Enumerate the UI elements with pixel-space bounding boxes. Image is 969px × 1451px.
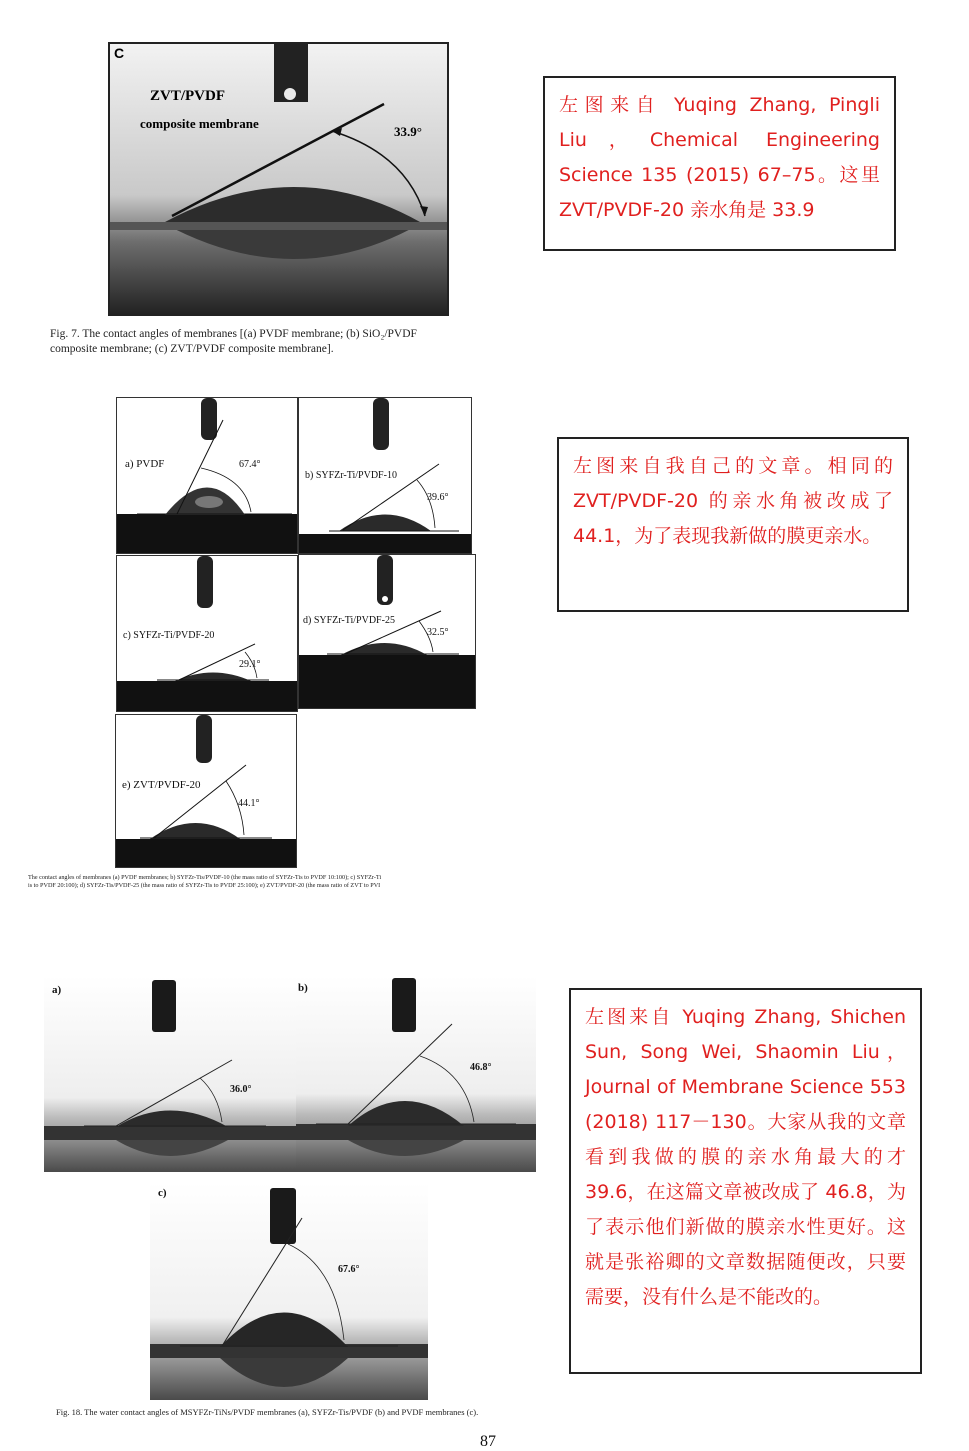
mid-panel-b-label: b) SYFZr-Ti/PVDF-10 [305, 470, 397, 481]
mid-panel-d-label: d) SYFZr-Ti/PVDF-25 [303, 615, 395, 626]
mid-panel-c-angle: 29.1° [239, 659, 261, 670]
fig18-panel-b [296, 976, 536, 1172]
page-number: 87 [480, 1433, 496, 1450]
mid-caption-line1: The contact angles of membranes (a) PVDF membranes; b) SYFZr-Tis/PVDF-10 (the mass ratio of SYFZr-Tis to PVDF 10:100); c) SYFZr-Ti [28, 874, 382, 881]
fig18-panel-b-label: b) [298, 982, 308, 994]
mid-panel-c-label: c) SYFZr-Ti/PVDF-20 [123, 630, 215, 641]
fig18-panel-b-drop [296, 976, 536, 1172]
fig7-title-line1: ZVT/PVDF [150, 88, 225, 104]
mid-panel-a-drop [117, 398, 297, 553]
mid-panel-e-drop [116, 715, 296, 867]
mid-panel-b-angle: 39.6° [427, 492, 449, 503]
fig18-panel-a [44, 976, 296, 1172]
fig18-panel-c-drop [150, 1182, 428, 1400]
fig18-panel-c-label: c) [158, 1187, 167, 1199]
mid-panel-e [115, 714, 297, 868]
fig18-panel-c [150, 1182, 428, 1400]
fig18-panel-c-angle: 67.6° [338, 1264, 360, 1275]
mid-panel-e-label: e) ZVT/PVDF-20 [122, 779, 201, 791]
mid-panel-b [298, 397, 472, 554]
fig7-panel-letter: C [114, 45, 125, 61]
fig18-panel-a-label: a) [52, 984, 62, 996]
fig18-panel-b-angle: 46.8° [470, 1062, 492, 1073]
fig7-drop-image [110, 44, 449, 316]
fig18-panel-a-angle: 36.0° [230, 1084, 252, 1095]
note-box-3: 左图来自 Yuqing Zhang, Shichen Sun, Song Wei, Shaomin Liu，Journal of Membrane Science 553 (2018) 117－130。大家从我的文章看到我做的膜的亲水角最大的才39.6，在这篇文章被改成了 46.8，为了表示他们新做的膜亲水性更好。这就是张裕卿的文章数据随便改，只要需要，没有什么是不能改的。 [569, 988, 922, 1374]
fig7-angle-label: 33.9° [394, 124, 422, 139]
mid-panel-d [298, 554, 476, 709]
note-box-1: 左图来自 Yuqing Zhang, Pingli Liu，Chemical Engineering Science 135 (2015) 67–75。这里 ZVT/PVDF-20 亲水角是 33.9 [543, 76, 896, 251]
fig18-caption: Fig. 18. The water contact angles of MSYFZr-TiNs/PVDF membranes (a), SYFZr-Tis/PVDF (b) and PVDF membranes (c). [56, 1407, 479, 1417]
mid-panel-d-angle: 32.5° [427, 627, 449, 638]
mid-panel-c [116, 555, 298, 712]
mid-panel-a [116, 397, 298, 554]
note-box-2: 左图来自我自己的文章。相同的ZVT/PVDF-20 的亲水角被改成了 44.1，为了表现我新做的膜更亲水。 [557, 437, 909, 612]
mid-panel-e-angle: 44.1° [238, 798, 260, 809]
fig7-photo [108, 42, 449, 316]
fig7-caption-line1: Fig. 7. The contact angles of membranes [(a) PVDF membrane; (b) SiO₂/PVDF [50, 328, 417, 340]
mid-panel-a-label: a) PVDF [125, 458, 165, 470]
mid-panel-a-angle: 67.4° [239, 459, 261, 470]
mid-caption [28, 874, 498, 890]
mid-panel-d-drop [299, 555, 475, 708]
fig18-panel-a-drop [44, 976, 296, 1172]
fig7-caption-line2: composite membrane; (c) ZVT/PVDF composite membrane]. [50, 343, 334, 355]
mid-caption-line2: is to PVDF 20:100); d) SYFZr-Tis/PVDF-25 (the mass ratio of SYFZr-Tis to PVDF 25:100); e) ZVT/PVDF-20 (the mass ratio of ZVT to PVI [28, 882, 381, 889]
fig7-title-line2: composite membrane [140, 116, 259, 131]
fig7-caption [50, 327, 520, 357]
